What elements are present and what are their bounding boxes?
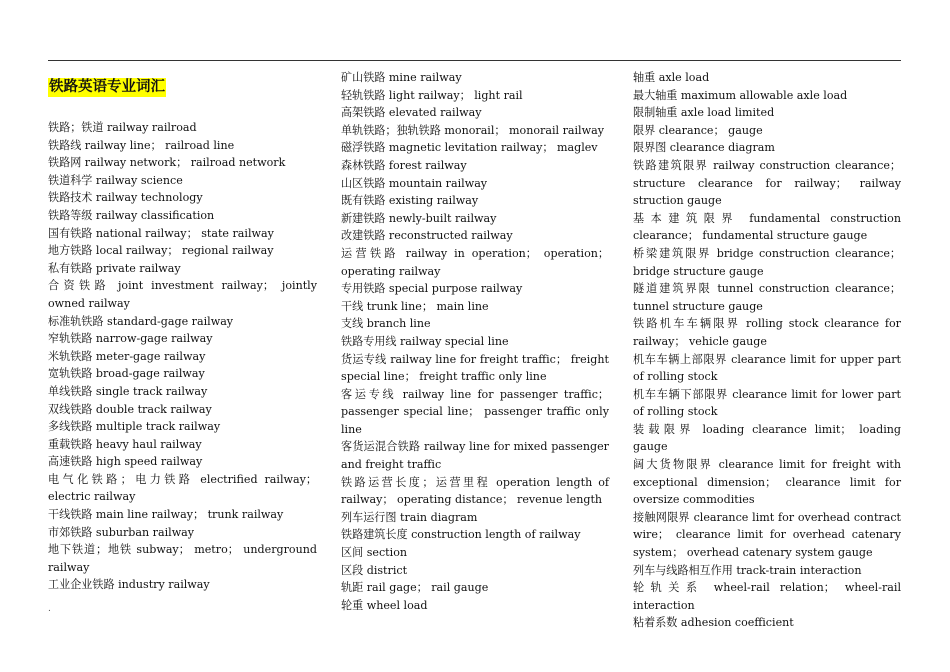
- glossary-entry: 山区铁路 mountain railway: [341, 176, 488, 190]
- glossary-entry: 市郊铁路 suburban railway: [48, 525, 195, 539]
- glossary-entry: 高速铁路 high speed railway: [48, 455, 203, 469]
- footer-mark: .: [48, 604, 51, 614]
- glossary-entry: 基本建筑限界 fundamental construction clearance； fundamental structure gauge: [633, 211, 901, 243]
- glossary-entry: 轴重 axle load: [633, 71, 710, 84]
- glossary-entry: 机车车辆上部限界 clearance limit for upper part of rolling stock: [633, 352, 901, 384]
- glossary-entry: 地方铁路 local railway； regional railway: [48, 244, 274, 258]
- glossary-entry: 货运专线 railway line for freight traffic； freight special line； freight traffic only line: [341, 352, 609, 384]
- header-rule: [48, 60, 901, 61]
- glossary-entry: 国有铁路 national railway； state railway: [48, 226, 274, 240]
- glossary-entry: 桥梁建筑限界 bridge construction clearance； bridge structure gauge: [633, 246, 901, 278]
- glossary-entry: 最大轴重 maximum allowable axle load: [633, 88, 848, 102]
- glossary-entry: 双线铁路 double track railway: [48, 402, 212, 416]
- glossary-entry: 限界 clearance； gauge: [633, 123, 763, 137]
- glossary-entry: 运营铁路 railway in operation； operation； operating railway: [341, 246, 609, 278]
- glossary-entry: 矿山铁路 mine railway: [341, 71, 462, 84]
- glossary-entry: 窄轨铁路 narrow-gage railway: [48, 332, 213, 346]
- column-3-entries: [633, 69, 901, 632]
- glossary-entry: 支线 branch line: [341, 317, 431, 331]
- glossary-entry: 干线 trunk line； main line: [341, 299, 489, 313]
- column-1-entries: [48, 119, 317, 594]
- glossary-entry: 私有铁路 private railway: [48, 261, 181, 275]
- glossary-entry: 客运专线 railway line for passenger traffic； passenger special line； passenger traffic only line: [341, 387, 609, 436]
- column-2: [341, 69, 609, 614]
- column-3: [633, 69, 901, 632]
- glossary-entry: 客货运混合铁路 railway line for mixed passenger and freight traffic: [341, 440, 609, 472]
- glossary-entry: 阔大货物限界 clearance limit for freight with exceptional dimension； clearance limit for oversize commodities: [633, 458, 901, 507]
- document-title: 铁路英语专业词汇: [49, 79, 165, 95]
- glossary-entry: 限制轴重 axle load limited: [633, 106, 775, 120]
- glossary-entry: 合资铁路 joint investment railway； jointly owned railway: [48, 279, 317, 310]
- glossary-entry: 高架铁路 elevated railway: [341, 106, 482, 120]
- glossary-entry: 粘着系数 adhesion coefficient: [633, 616, 794, 630]
- glossary-entry: 铁路网 railway network； railroad network: [48, 156, 286, 170]
- glossary-entry: 既有铁路 existing railway: [341, 194, 479, 208]
- glossary-entry: 地下铁道；地铁 subway； metro； underground railway: [48, 543, 317, 574]
- glossary-entry: 米轨铁路 meter-gage railway: [48, 349, 206, 363]
- glossary-entry: 磁浮铁路 magnetic levitation railway； maglev: [341, 141, 598, 155]
- glossary-entry: 隧道建筑界限 tunnel construction clearance； tunnel structure gauge: [633, 282, 901, 313]
- glossary-entry: 重载铁路 heavy haul railway: [48, 437, 202, 451]
- glossary-entry: 铁路建筑限界 railway construction clearance； structure clearance for railway； railway struction gauge: [633, 158, 901, 208]
- glossary-entry: 新建铁路 newly-built railway: [341, 211, 497, 225]
- glossary-entry: 铁路；铁道 railway railroad: [48, 121, 197, 134]
- glossary-entry: 铁路建筑长度 construction length of railway: [341, 528, 581, 542]
- glossary-entry: 铁路专用线 railway special line: [341, 334, 509, 348]
- glossary-entry: 接触网限界 clearance limt for overhead contract wire； clearance limit for overhead catenary system； overhead catenary system gauge: [633, 510, 901, 560]
- glossary-entry: 多线铁路 multiple track railway: [48, 420, 221, 434]
- glossary-entry: 机车车辆下部限界 clearance limit for lower part of rolling stock: [633, 387, 901, 419]
- glossary-entry: 干线铁路 main line railway； trunk railway: [48, 508, 284, 522]
- glossary-entry: 工业企业铁路 industry railway: [48, 578, 210, 592]
- glossary-entry: 改建铁路 reconstructed railway: [341, 229, 513, 243]
- glossary-entry: 标准轨铁路 standard-gage railway: [48, 314, 234, 328]
- glossary-entry: 区段 district: [341, 563, 408, 577]
- column-2-entries: [341, 69, 609, 614]
- glossary-entry: 轮轨关系 wheel-rail relation； wheel-rail interaction: [633, 581, 901, 612]
- glossary-entry: 电气化铁路；电力铁路 electrified railway； electric railway: [48, 472, 317, 504]
- glossary-entry: 宽轨铁路 broad-gage railway: [48, 367, 205, 381]
- column-1: [48, 69, 317, 594]
- glossary-entry: 单轨铁路；独轨铁路 monorail； monorail railway: [341, 123, 604, 137]
- glossary-entry: 专用铁路 special purpose railway: [341, 282, 523, 296]
- glossary-entry: 铁路等级 railway classification: [48, 208, 215, 222]
- glossary-entry: 限界图 clearance diagram: [633, 141, 775, 155]
- glossary-entry: 轨距 rail gage； rail gauge: [341, 581, 489, 595]
- glossary-entry: 铁路运营长度；运营里程 operation length of railway； operating distance； revenue length: [341, 475, 609, 507]
- glossary-entry: 铁路线 railway line； railroad line: [48, 138, 235, 152]
- glossary-entry: 轻轨铁路 light railway； light rail: [341, 88, 523, 102]
- glossary-entry: 列车运行图 train diagram: [341, 510, 478, 524]
- glossary-entry: 铁路技术 railway technology: [48, 191, 203, 205]
- glossary-entry: 列车与线路相互作用 track-train interaction: [633, 563, 862, 577]
- glossary-entry: 铁路机车车辆限界 rolling stock clearance for railway； vehicle gauge: [633, 317, 901, 348]
- glossary-entry: 森林铁路 forest railway: [341, 158, 467, 172]
- glossary-entry: 轮重 wheel load: [341, 598, 428, 612]
- glossary-entry: 铁道科学 railway science: [48, 173, 183, 187]
- glossary-entry: 装载限界 loading clearance limit； loading gauge: [633, 422, 901, 454]
- glossary-entry: 单线铁路 single track railway: [48, 384, 208, 398]
- glossary-entry: 区间 section: [341, 546, 408, 560]
